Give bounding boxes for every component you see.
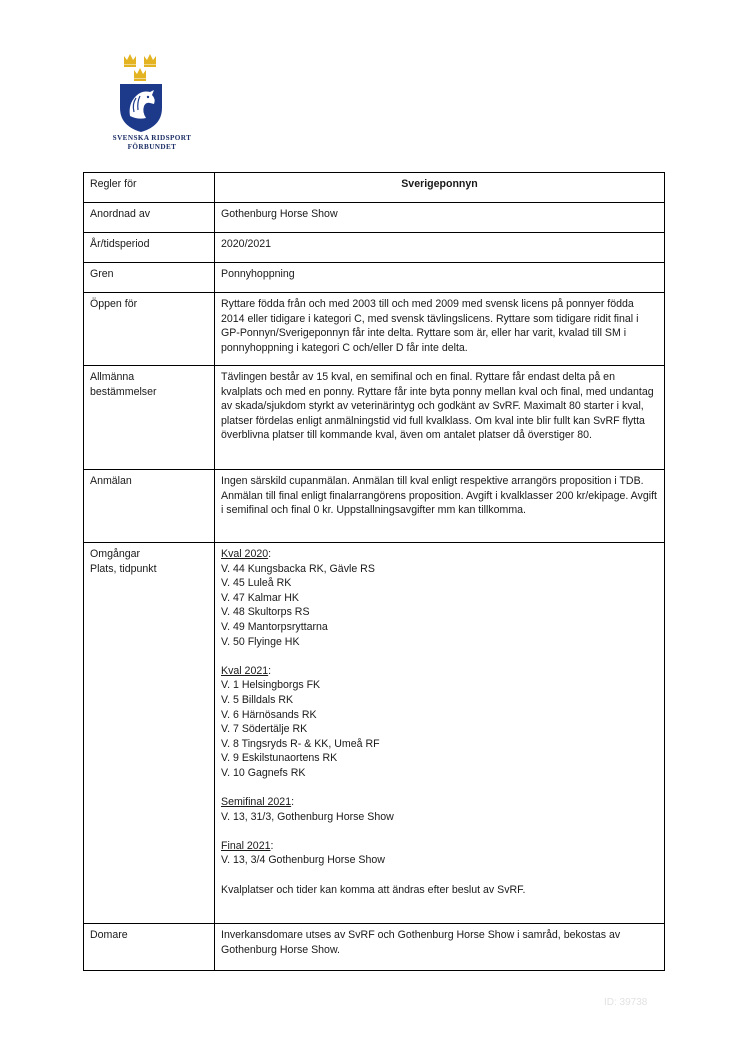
kval-2020-heading: Kval 2020: [221, 548, 272, 560]
row-value-period: 2020/2021 [215, 233, 665, 263]
final-title: Final 2021 [221, 839, 271, 852]
row-label-general-line1: Allmänna [90, 371, 135, 383]
table-row [84, 924, 665, 971]
list-item: V. 10 Gagnefs RK [221, 766, 306, 779]
row-label-judge: Domare [84, 924, 215, 971]
list-item: V. 45 Luleå RK [221, 577, 292, 590]
kval-2021-heading: Kval 2021: [221, 664, 272, 677]
list-item: V. 9 Eskilstunaortens RK [221, 752, 338, 765]
list-item: V. 49 Mantorpsryttarna [221, 620, 328, 633]
kval-2020-title: Kval 2020 [221, 548, 269, 560]
final-value: V. 13, 3/4 Gothenburg Horse Show [221, 854, 385, 867]
rules-table [83, 172, 665, 971]
row-label-organizer: Anordnad av [84, 203, 215, 233]
row-label-discipline: Gren [84, 263, 215, 293]
row-value-discipline: Ponnyhoppning [215, 263, 665, 293]
crown-horse-shield-logo-icon [112, 52, 194, 134]
final-heading: Final 2021: [221, 839, 274, 852]
list-item: V. 8 Tingsryds R- & KK, Umeå RF [221, 737, 380, 750]
list-item: V. 1 Helsingborgs FK [221, 679, 321, 692]
row-value-rounds [215, 543, 665, 924]
list-item: V. 50 Flyinge HK [221, 635, 300, 648]
row-value-judge: Inverkansdomare utses av SvRF och Gothenburg Horse Show i samråd, bekostas av Gothenburg Horse Show. [215, 924, 665, 971]
logo-wordmark [96, 134, 208, 152]
list-item: V. 44 Kungsbacka RK, Gävle RS [221, 562, 375, 575]
row-label-period: År/tidsperiod [84, 233, 215, 263]
kval-2021-title: Kval 2021 [221, 664, 269, 677]
table-row [84, 203, 665, 233]
row-value-general: Tävlingen består av 15 kval, en semifinal och en final. Ryttare får endast delta på en kvalplats och med en ponny. Ryttare får inte byta ponny mellan kval och final, med undantag av skada/sjukdom styrkt av veterinärintyg och godkänt av SvRF. Maximalt 80 starter i kval, platser fördelas enligt anmälningstid vid full kvalklass. Om kval inte blir fullt kan SvRF flytta överblivna platser till kommande kval, även om antalet platser då överstiger 80. [215, 366, 665, 470]
row-label-rounds-line2: Plats, tidpunkt [90, 562, 157, 575]
rules-title: Sverigeponnyn [215, 173, 665, 203]
table-row [84, 366, 665, 470]
row-label-registration: Anmälan [84, 470, 215, 543]
table-row [84, 293, 665, 366]
table-row [84, 543, 665, 924]
semifinal-heading: Semifinal 2021: [221, 796, 295, 809]
row-value-registration: Ingen särskild cupanmälan. Anmälan till kval enligt respektive arrangörs proposition i TDB. Anmälan till final enligt finalarrangörens proposition. Avgift i kvalklasser 200 kr/ekipage. Avgift i semifinal och final 0 kr. Uppstallningsavgifter mm kan tillkomma. [215, 470, 665, 543]
table-row [84, 263, 665, 293]
list-item: V. 47 Kalmar HK [221, 591, 299, 604]
rounds-note: Kvalplatser och tider kan komma att ändras efter beslut av SvRF. [221, 883, 526, 896]
semifinal-title: Semifinal 2021 [221, 796, 292, 809]
list-item: V. 5 Billdals RK [221, 693, 294, 706]
table-row [84, 173, 665, 203]
list-item: V. 6 Härnösands RK [221, 708, 317, 721]
document-id-watermark: ID: 39738 [604, 997, 648, 1008]
row-value-open-for: Ryttare födda från och med 2003 till och med 2009 med svensk licens på ponnyer födda 2014 eller tidigare i kategori C, med svensk tävlingslicens. Ryttare som tidigare ridit final i GP-Ponnyn/Sverigeponnyn får inte delta. Ryttare som är, eller har varit, kvalad till SM i ponnyhoppning i kategori C och/eller D får inte delta. [215, 293, 665, 366]
logo-text-line1: SVENSKA RIDSPORT [112, 134, 192, 142]
list-item: V. 7 Södertälje RK [221, 723, 308, 736]
row-label-general-line2: bestämmelser [90, 385, 157, 398]
list-item: V. 48 Skultorps RS [221, 606, 310, 619]
row-label-open-for: Öppen för [84, 293, 215, 366]
logo-text-line2: FÖRBUNDET [127, 143, 177, 151]
row-label-general [84, 366, 215, 470]
semifinal-value: V. 13, 31/3, Gothenburg Horse Show [221, 810, 394, 823]
table-row [84, 233, 665, 263]
row-label-rules-for: Regler för [84, 173, 215, 203]
row-label-rounds-line1: Omgångar [90, 548, 141, 560]
table-row [84, 470, 665, 543]
row-value-organizer: Gothenburg Horse Show [215, 203, 665, 233]
row-label-rounds [84, 543, 215, 924]
